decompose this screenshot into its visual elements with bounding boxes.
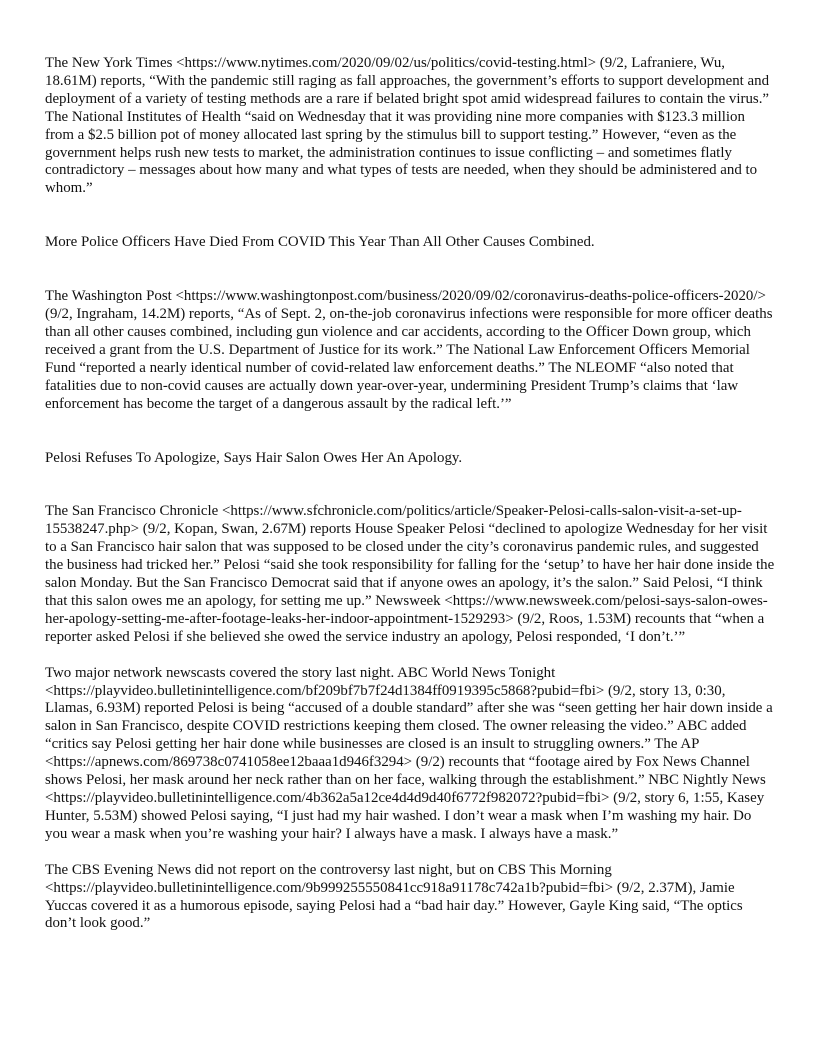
- headline-police-deaths: More Police Officers Have Died From COVID This Year Than All Other Causes Combined.: [45, 234, 595, 251]
- paragraph-nyt-testing: The New York Times <https://www.nytimes.com/2020/09/02/us/politics/covid-testing.html> (9/2, Lafraniere, Wu, 18.61M) reports, “With the pandemic still raging as fall approaches, the government’s efforts to support development and deployment of a variety of testing methods are a rare if belated bright spot amid widespread failures to contain the virus.” The National Institutes of Health “said on Wednesday that it was providing nine more companies with $123.3 million from a $2.5 billion pot of money allocated last spring by the stimulus bill to support testing.” However, “even as the government helps rush new tests to market, the administration continues to issue conflicting – and sometimes flatly contradictory – messages about how many and what types of tests are needed, when they should be administered and to whom.”: [45, 55, 770, 197]
- spacer: [45, 647, 775, 665]
- spacer: [45, 844, 775, 862]
- paragraph-sf-chronicle: The San Francisco Chronicle <https://www.sfchronicle.com/politics/article/Speaker-Pelosi-calls-salon-visit-a-set-up-15538247.php> (9/2, Kopan, Swan, 2.67M) reports House Speaker Pelosi “declined to apologize Wednesday for her visit to a San Francisco hair salon that was supposed to be closed under the city’s coronavirus pandemic rules, and suggested the business had tricked her.” Pelosi “said she took responsibility for falling for the ‘setup’ to have her hair done inside the salon Monday. But the San Francisco Democrat said that if anyone owes an apology, it’s the salon.” Said Pelosi, “I think that this salon owes me an apology, for setting me up.” Newsweek <https://www.newsweek.com/pelosi-says-salon-owes-her-apology-setting-me-after-footage-leaks-her-indoor-appointment-1529293> (9/2, Roos, 1.53M) recounts that “when a reporter asked Pelosi if she believed she owed the service industry an apology, Pelosi responded, ‘I don’t.’”: [45, 503, 775, 645]
- spacer: [45, 414, 775, 450]
- spacer: [45, 198, 775, 234]
- document-page: [45, 55, 775, 933]
- headline-pelosi-salon: Pelosi Refuses To Apologize, Says Hair Salon Owes Her An Apology.: [45, 449, 463, 466]
- spacer: [45, 252, 775, 288]
- spacer: [45, 467, 775, 503]
- paragraph-cbs-coverage: The CBS Evening News did not report on the controversy last night, but on CBS This Morning <https://playvideo.bulletinintelligence.com/9b999255550841cc918a91178c742a1b?pubid=fbi> (9/2, 2.37M), Jamie Yuccas covered it as a humorous episode, saying Pelosi had a “bad hair day.” However, Gayle King said, “The optics don’t look good.”: [45, 861, 743, 932]
- paragraph-network-coverage: Two major network newscasts covered the story last night. ABC World News Tonight <https://playvideo.bulletinintelligence.com/bf209bf7b7f24d1384ff0919395c5868?pubid=fbi> (9/2, story 13, 0:30, Llamas, 6.93M) reported Pelosi is being “accused of a double standard” after she was “seen getting her hair down inside a salon in San Francisco, despite COVID restrictions keeping them closed. The owner releasing the video.” ABC added “critics say Pelosi getting her hair done while businesses are closed is an insult to struggling owners.” The AP <https://apnews.com/869738c0741058ee12baaa1d946f3294> (9/2) recounts that “footage aired by Fox News Channel shows Pelosi, her mask around her neck rather than on her face, walking through the establishment.” NBC Nightly News <https://playvideo.bulletinintelligence.com/4b362a5a12ce4d4d9d40f6772f982072?pubid=fbi> (9/2, story 6, 1:55, Kasey Hunter, 5.53M) showed Pelosi saying, “I just had my hair washed. I don’t wear a mask when I’m washing my hair. Do you wear a mask when you’re washing your hair? I always have a mask. I always have a mask.”: [45, 664, 773, 842]
- paragraph-wapo-police: The Washington Post <https://www.washingtonpost.com/business/2020/09/02/coronavirus-deaths-police-officers-2020/> (9/2, Ingraham, 14.2M) reports, “As of Sept. 2, on-the-job coronavirus infections were responsible for more officer deaths than all other causes combined, including gun violence and car accidents, according to the Officer Down group, which received a grant from the U.S. Department of Justice for its work.” The National Law Enforcement Officers Memorial Fund “reported a nearly identical number of covid-related law enforcement deaths.” The NLEOMF “also noted that fatalities due to non-covid causes are actually down year-over-year, undermining President Trump’s claims that ‘law enforcement has become the target of a dangerous assault by the radical left.’”: [45, 288, 773, 412]
